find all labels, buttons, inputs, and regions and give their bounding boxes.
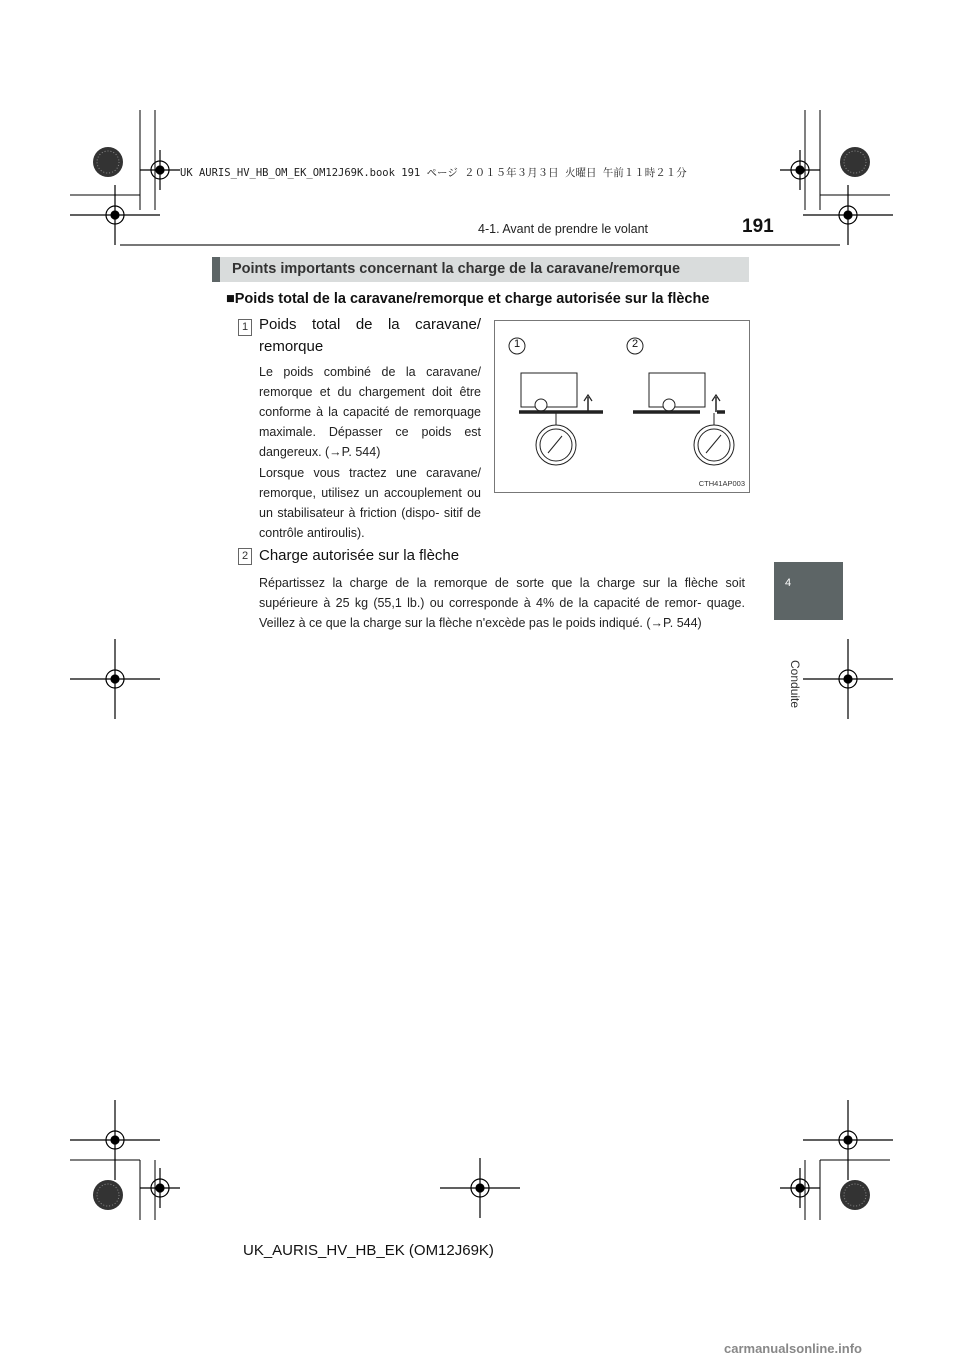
item-number-2: 2	[238, 548, 252, 565]
trailer-body-1	[521, 373, 577, 407]
document-footer: UK_AURIS_HV_HB_EK (OM12J69K)	[243, 1242, 494, 1259]
figure-code: CTH41AP003	[698, 479, 745, 488]
diagram-label-1: 1	[513, 338, 521, 350]
diagram-label-2: 2	[631, 338, 639, 350]
subheading: ■Poids total de la caravane/remorque et charge autorisée sur la flèche	[226, 291, 710, 307]
section-banner	[212, 257, 749, 282]
watermark: carmanualsonline.info	[724, 1341, 862, 1356]
item-title-2: Charge autorisée sur la flèche	[259, 547, 460, 564]
scale-gauge-1	[536, 425, 576, 465]
towing-illustration	[495, 321, 749, 492]
trailer-body-2	[649, 373, 705, 407]
banner-title: Points importants concernant la charge de la caravane/remorque	[232, 261, 681, 277]
chapter-number: 4	[784, 577, 792, 589]
item-title-1: Poids total de la caravane/ remorque	[259, 316, 481, 355]
chapter-label: Conduite	[788, 660, 802, 709]
item-1-paragraph-1: Le poids combiné de la caravane/ remorque et du chargement doit être conforme à la capacité de remorquage maximale. Dépasser ce poids est dangereux. (→P. 544)	[259, 365, 481, 459]
chapter-tab	[774, 562, 843, 620]
header-rule	[120, 244, 840, 246]
towing-diagram	[494, 320, 750, 493]
print-header: UK AURIS_HV_HB_OM_EK_OM12J69K.book 191 ページ ２０１５年３月３日 火曜日 午前１１時２１分	[180, 167, 687, 179]
section-title: 4-1. Avant de prendre le volant	[478, 222, 649, 236]
scale-gauge-2	[694, 425, 734, 465]
item-1-paragraph-2: Lorsque vous tractez une caravane/ remorque, utilisez un accouplement ou un stabilisateur à friction (dispo- sitif de contrôle antiroulis).	[259, 466, 481, 540]
item-number-1: 1	[238, 319, 252, 336]
page-number: 191	[742, 216, 774, 237]
item-2-paragraph-1: Répartissez la charge de la remorque de sorte que la charge sur la flèche soit supérieure à 25 kg (55,1 lb.) ou corresponde à 4% de la capacité de remor- quage. Veillez à ce que la charge sur la flèche n'excède pas le poids indiqué. (→P. 544)	[259, 576, 745, 630]
